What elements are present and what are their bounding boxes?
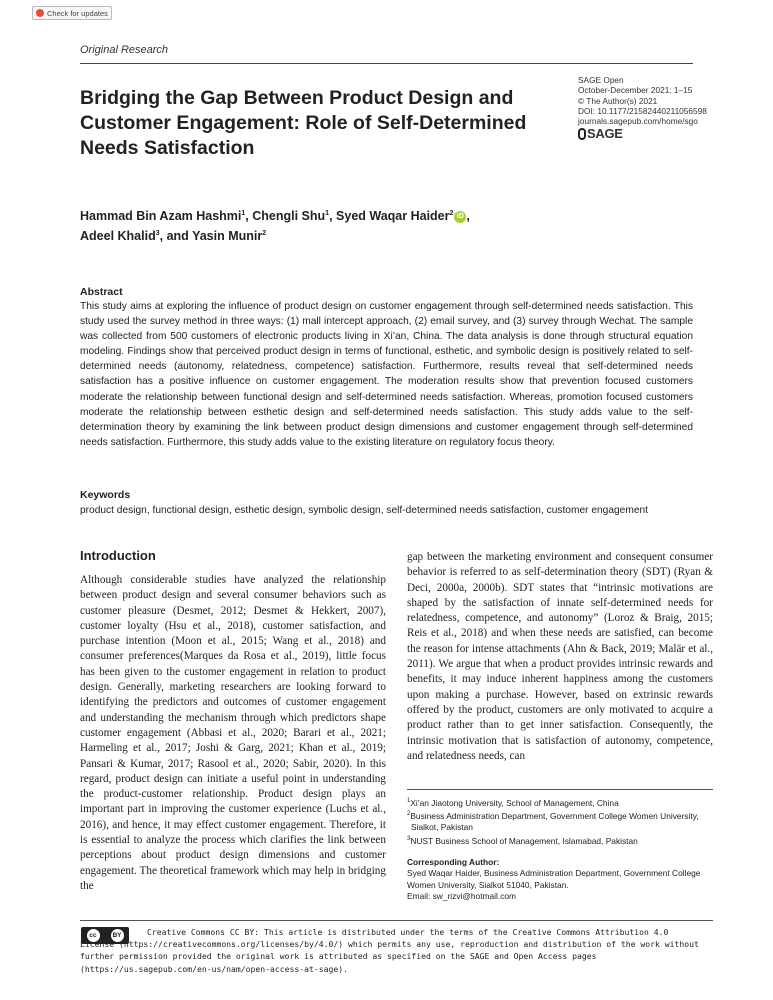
journal-name: SAGE Open xyxy=(578,75,624,85)
article-title: Bridging the Gap Between Product Design and Customer Engagement: Role of Self-Determined Needs Satisfaction xyxy=(80,87,527,159)
affiliations xyxy=(407,796,713,847)
author-name: Yasin Munir xyxy=(192,229,263,244)
cc-icon: cc xyxy=(87,929,100,942)
by-icon: BY xyxy=(111,929,124,942)
check-updates-icon xyxy=(36,9,44,17)
license-divider xyxy=(80,920,713,921)
author-name: Chengli Shu xyxy=(252,209,326,224)
footnote-divider xyxy=(407,789,713,790)
check-for-updates-button[interactable] xyxy=(32,6,112,20)
journal-issue: October-December 2021: 1–15 xyxy=(578,85,693,96)
affiliation-item: $^1$Xi’an Jiaotong University, School of Management, China xyxy=(407,797,619,808)
doi[interactable]: DOI: 10.1177/21582440211056598 xyxy=(578,105,707,116)
orcid-icon[interactable]: iD xyxy=(454,211,466,223)
corresponding-heading: Corresponding Author: xyxy=(407,857,500,867)
affiliation-item: $^3$NUST Business School of Management, Islamabad, Pakistan xyxy=(407,835,638,846)
affiliation-marker: 1 xyxy=(241,210,246,217)
author-name: Syed Waqar Haider xyxy=(336,209,450,224)
abstract-text: This study aims at exploring the influence of product design on customer engagement through self-determined needs satisfaction. This study used the survey method in three ways: (1) mall intercept approach, (2) email survey, and (3) survey through Wechat. The sample was collected from 500 customers of electronic products living in Xi’an, China. The data analysis is done through structural equation modeling. Findings show that perceived product design in terms of functional, esthetic, and symbolic design is positively related to self-determined needs (autonomy, relatedness, competence) satisfaction. Furthermore, results reveal that self-determined needs satisfaction has a positive influence on customer engagement. The moderation results show that prevention focused customers moderate the relationship between functional design and self-determined needs satisfaction. Whereas, promotion focused customers moderate the relationship between esthetic design and self-determined needs satisfaction. This study adds value to the self-determination theory by examining the link between product design dimensions and customer engagement through self-determined needs satisfaction. Furthermore, this study adds value to the existing literature on regulatory focus theory. xyxy=(80,301,693,448)
affiliation-marker: 2 xyxy=(449,210,454,217)
affiliation-marker: 3 xyxy=(155,230,160,238)
license-text: Creative Commons CC BY: This article is distributed under the terms of the Creative Commons Attribution 4.0 License (https://creativecommons.org/licenses/by/4.0/) which permits any use, reproduction and distribution of the work without further permission provided the original work is attributed as specified on the SAGE and Open Access pages (https://us.sagepub.com/en-us/nam/open-access-at-sage). xyxy=(80,927,699,974)
keywords-heading: Keywords xyxy=(80,489,131,501)
corresponding-author xyxy=(407,857,713,903)
keywords-text: product design, functional design, esthetic design, symbolic design, self-determined needs satisfaction, customer engagement xyxy=(80,505,648,516)
body-column-left: Although considerable studies have analyzed the relationship between product design and several consumer behaviors such as customer pleasure (Desmet, 2012; Desmet & Hekkert, 2007), customer loyalty (Hsu et al., 2018), customer satisfaction, and purchase intention (Moon et al., 2015; Wang et al., 2018) and consumer preferences(Marques da Rosa et al., 2019), little focus has been given to the customer engagement in relation to product design. Generally, marketing researchers are looking forward to identifying the predictors and outcomes of customer engagement and understanding the mechanism through which predictors shape customer engagement (Abbasi et al., 2020; Barari et al., 2021; Harmeling et al., 2017; Joshi & Garg, 2021; Khan et al., 2019; Pansari & Kumar, 2017; Rasool et al., 2020; Sabir, 2020). In this regard, product design can initiate a useful point in understanding the product-customer relationship. Product design plays an important part in improving the customer experience (Luchs et al., 2016), and hence, it may effect customer engagement. Therefore, it is essential to analyze the process which clarifies the link between perceptions about product design dimensions and customer engagement. The theoretical framework which may help in bridging the xyxy=(80,574,386,892)
journal-url[interactable]: journals.sagepub.com/home/sgo xyxy=(578,116,698,127)
body-column-right: gap between the marketing environment and consequent consumer behavior is referred to as self-determination theory (SDT) (Ryan & Deci, 2000a, 2000b). SDT states that “intrinsic motivations are shaped by the satisfaction of innate self-determined needs for relatedness, competence, and autonomy” (Loroz & Braig, 2015; Reis et al., 2018) and when these needs are satisfied, can become the reason for intense attachments (Ahn & Back, 2019; Malär et al., 2011). We argue that when a product provides intrinsic rewards and benefits, it may induce inherent happiness among the customers upon making a purchase. However, based on extrinsic rewards offered by the product, customers are only motivated to acquire a product rather than to get inner satisfaction. Consequently, the intrinsic motivation that is satisfaction of autonomy, competence, and relatedness needs, can xyxy=(407,551,713,762)
author-name: Adeel Khalid xyxy=(80,229,156,244)
article-category: Original Research xyxy=(80,44,169,56)
sage-logo-text: SAGE xyxy=(587,126,623,142)
sage-mark-icon xyxy=(578,128,586,140)
check-updates-label: Check for updates xyxy=(47,8,108,18)
introduction-heading: Introduction xyxy=(80,548,156,563)
affiliation-marker: 2 xyxy=(262,230,267,238)
affiliation-item: $^2$Business Administration Department, Government College Women University, Sialkot, Pakistan xyxy=(407,811,699,833)
sage-logo xyxy=(578,128,707,140)
author-conjunction: and xyxy=(166,229,193,244)
journal-meta xyxy=(578,75,707,140)
author-name: Hammad Bin Azam Hashmi xyxy=(80,209,242,224)
abstract-heading: Abstract xyxy=(80,286,123,298)
copyright: © The Author(s) 2021 xyxy=(578,95,658,106)
corresponding-email[interactable]: Email: sw_rizvi@hotmail.com xyxy=(407,891,517,902)
header-divider xyxy=(80,63,693,64)
corresponding-address: Syed Waqar Haider, Business Administration Department, Government College Women University, Sialkot 51040, Pakistan. xyxy=(407,868,701,890)
affiliation-marker: 1 xyxy=(325,210,330,217)
author-list: Hammad Bin Azam Hashmi$^1$, Chengli Shu$^1$, Syed Waqar Haider$^2$ iD , Adeel Khalid$^3$, and Yasin Munir$^2$ xyxy=(80,209,470,244)
